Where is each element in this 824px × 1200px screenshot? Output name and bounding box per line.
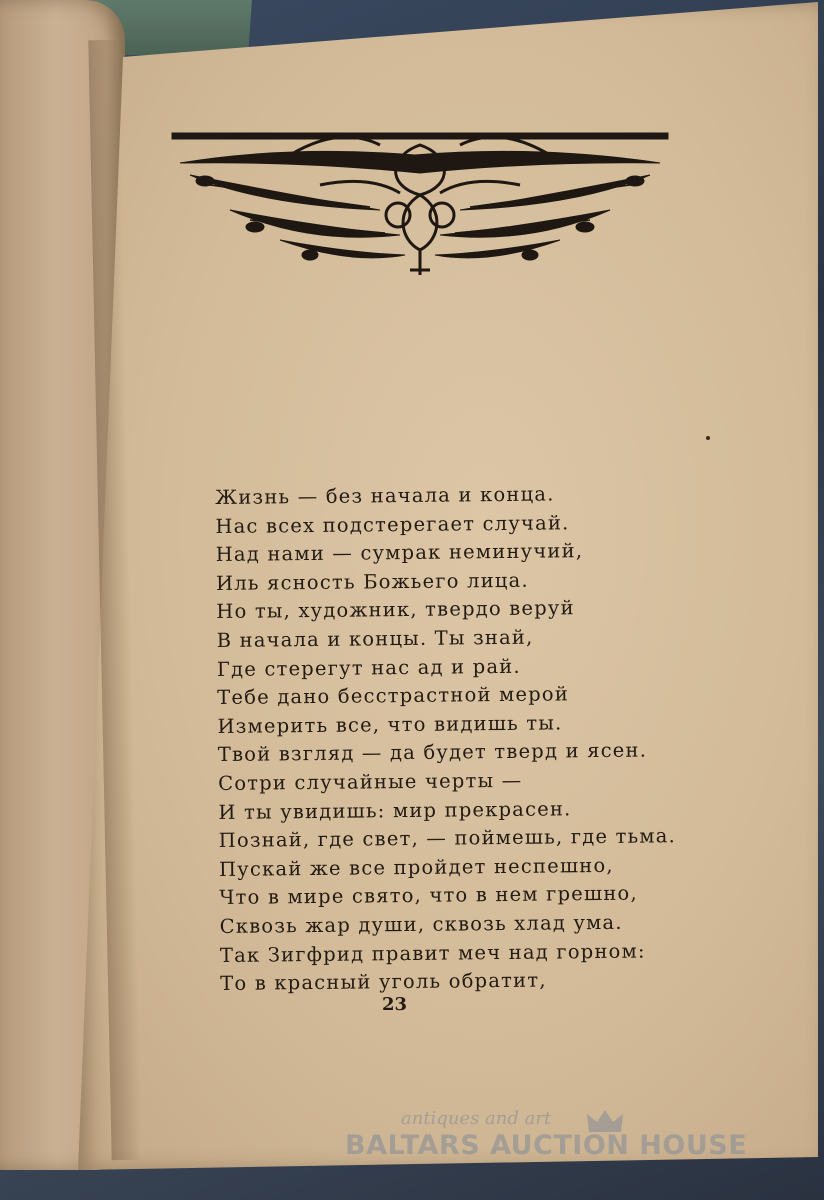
- watermark-tagline: antiques and art: [401, 1108, 552, 1129]
- poem-line: Нас всех подстерегает случай.: [215, 510, 570, 538]
- poem-line: Но ты, художник, твердо веруй: [216, 596, 575, 624]
- page-number: 23: [382, 994, 408, 1015]
- poem-line: Тебе дано бесстрастной мерой: [217, 682, 570, 710]
- watermark: [345, 1108, 748, 1178]
- poem-line: Что в мире свято, что в нем грешно,: [219, 881, 638, 910]
- paper-speck: [706, 436, 710, 440]
- headpiece-ornament: [170, 115, 670, 280]
- poem-line: Над нами — сумрак неминучий,: [215, 539, 584, 567]
- poem-line: Познай, где свет, — поймешь, где тьма.: [218, 824, 677, 853]
- poem-line: Где стерегут нас ад и рай.: [216, 654, 521, 681]
- poem-line: Так Зигфрид правит меч над горном:: [219, 939, 646, 967]
- watermark-brand: BALTARS AUCTION HOUSE: [345, 1130, 748, 1161]
- poem-line: Жизнь — без начала и конца.: [215, 482, 555, 509]
- poem-line: Сотри случайные черты —: [218, 768, 523, 795]
- poem-line: Пускай же все пройдет неспешно,: [218, 853, 614, 881]
- poem-line: Сквозь жар души, сквозь хлад ума.: [219, 910, 623, 938]
- poem-line: В начала и концы. Ты знай,: [216, 625, 534, 652]
- poem-text: [215, 479, 740, 999]
- poem-line: То в красный уголь обратит,: [220, 968, 547, 996]
- poem-line: Твой взгляд — да будет тверд и ясен.: [217, 738, 648, 767]
- poem-line: Измерить все, что видишь ты.: [217, 711, 563, 738]
- poem-line: И ты увидишь: мир прекрасен.: [218, 796, 572, 824]
- poem-line: Иль ясность Божьего лица.: [215, 568, 529, 595]
